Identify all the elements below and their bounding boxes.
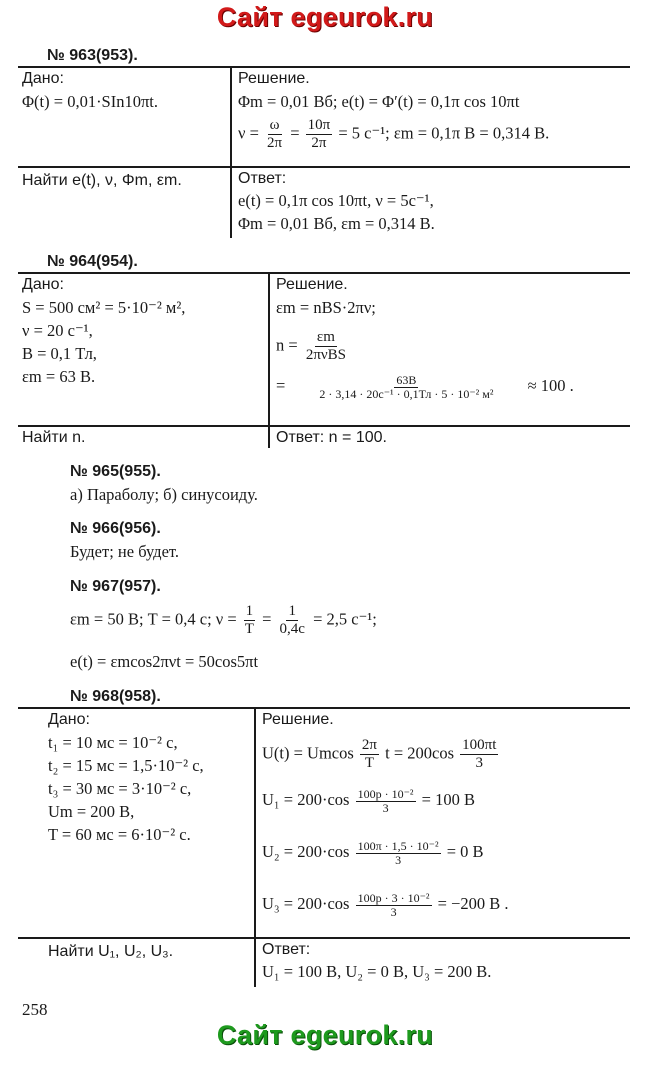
fraction	[360, 738, 379, 771]
denominator: 3	[475, 754, 484, 771]
answer-line: U₁ = 100 В, U₂ = 0 В, U₃ = 200 В.	[262, 962, 492, 981]
site-banner-top: Сайт egeurok.ru	[216, 2, 434, 32]
text: = 0 В	[446, 842, 484, 862]
formula-line	[70, 604, 377, 637]
column-divider	[254, 707, 256, 987]
given-line: T = 60 мс = 6·10⁻² с.	[48, 825, 191, 844]
solution-line	[262, 788, 475, 815]
solution-line	[276, 374, 574, 401]
solution-label: Решение.	[262, 711, 334, 728]
answer-line: Φm = 0,01 Вб, εm = 0,314 В.	[238, 214, 435, 233]
answer-text: а) Параболу; б) синусоиду.	[70, 485, 258, 504]
solution-line	[262, 892, 509, 919]
answer-line: Ответ: n = 100.	[276, 429, 387, 446]
answer-line: e(t) = 0,1π cos 10πt, ν = 5с⁻¹,	[238, 191, 434, 210]
given-line: Um = 200 В,	[48, 802, 135, 821]
text: = 2,5 с⁻¹;	[313, 609, 377, 629]
fraction	[306, 118, 333, 151]
text: εm = 50 В; T = 0,4 с; ν =	[70, 609, 237, 629]
text: U₃ = 200·cos	[262, 894, 350, 914]
find-line: Найти n.	[22, 429, 86, 446]
solution-line	[238, 118, 549, 151]
text: U₁ = 200·cos	[262, 790, 350, 810]
numerator: 100р · 3 · 10⁻²	[357, 891, 430, 905]
solution-line: εm = nBS·2πν;	[276, 298, 376, 317]
given-line: Φ(t) = 0,01·SIn10πt.	[22, 92, 159, 111]
given-line: ν = 20 с⁻¹,	[22, 321, 93, 340]
problem-964-number: № 964(954).	[47, 253, 138, 270]
text: U(t) = Umcos	[262, 743, 354, 763]
column-divider	[268, 272, 270, 448]
given-label: Дано:	[22, 276, 64, 293]
formula-line: e(t) = εmcos2πνt = 50cos5πt	[70, 652, 259, 671]
numerator: 63В	[396, 373, 417, 387]
text: =	[276, 376, 286, 396]
answer-text: Будет; не будет.	[70, 542, 179, 561]
divider	[18, 166, 630, 168]
divider	[18, 937, 630, 939]
text: U₂ = 200·cos	[262, 842, 350, 862]
fraction	[356, 788, 416, 815]
text: ν =	[238, 123, 259, 143]
denominator: 3	[395, 852, 402, 867]
text: = −200 В .	[437, 894, 509, 914]
column-divider	[230, 66, 232, 238]
fraction	[265, 118, 284, 151]
site-banner-bottom: Сайт egeurok.ru	[216, 1020, 434, 1050]
divider	[18, 66, 630, 68]
find-line: Найти e(t), ν, Φm, εm.	[22, 172, 182, 189]
divider	[18, 425, 630, 427]
problem-965-number: № 965(955).	[70, 463, 161, 480]
numerator: 10π	[307, 117, 331, 133]
denominator: 0,4с	[279, 620, 305, 637]
problem-963-number: № 963(953).	[47, 47, 138, 64]
solution-line	[262, 840, 484, 867]
given-line: εm = 63 В.	[22, 367, 96, 386]
text: t = 200cos	[385, 743, 455, 763]
problem-966-number: № 966(956).	[70, 520, 161, 537]
fraction	[356, 892, 432, 919]
answer-label: Ответ:	[262, 941, 311, 958]
text: =	[290, 123, 300, 143]
fraction	[460, 738, 498, 771]
given-label: Дано:	[48, 711, 90, 728]
given-line: B = 0,1 Тл,	[22, 344, 97, 363]
numerator: 100р · 10⁻²	[357, 787, 414, 801]
fraction	[356, 840, 441, 867]
given-label: Дано:	[22, 70, 64, 87]
numerator: 100πt	[462, 737, 497, 753]
numerator: 100π · 1,5 · 10⁻²	[357, 839, 439, 853]
text: = 100 В	[421, 790, 475, 810]
page-number: 258	[22, 1000, 48, 1019]
numerator: 1	[245, 603, 254, 619]
denominator: 2π	[267, 134, 283, 151]
divider	[18, 272, 630, 274]
fraction	[243, 604, 256, 637]
fraction	[291, 374, 521, 401]
numerator: 2π	[361, 737, 377, 753]
answer-label: Ответ:	[238, 170, 287, 187]
denominator: 3	[382, 800, 389, 815]
text: = 5 с⁻¹; εm = 0,1π В = 0,314 В.	[338, 123, 550, 143]
numerator: εm	[316, 329, 335, 345]
problem-967-number: № 967(957).	[70, 578, 161, 595]
solution-label: Решение.	[238, 70, 310, 87]
denominator: T	[364, 754, 375, 771]
fraction	[278, 604, 307, 637]
denominator: 3	[390, 904, 397, 919]
solution-label: Решение.	[276, 276, 348, 293]
given-line: t₁ = 10 мс = 10⁻² с,	[48, 733, 178, 752]
solution-line	[262, 738, 500, 771]
divider	[18, 707, 630, 709]
numerator: 1	[288, 603, 296, 619]
denominator: T	[244, 620, 254, 637]
numerator: ω	[269, 117, 280, 133]
text: =	[262, 609, 272, 629]
given-line: t₂ = 15 мс = 1,5·10⁻² с,	[48, 756, 204, 775]
solution-line	[276, 330, 350, 363]
text: n =	[276, 335, 298, 355]
denominator: 2πνBS	[305, 346, 347, 363]
text: ≈ 100 .	[527, 376, 574, 396]
denominator: 2π	[311, 134, 327, 151]
given-line: t₃ = 30 мс = 3·10⁻² с,	[48, 779, 192, 798]
problem-968-number: № 968(958).	[70, 688, 161, 705]
denominator: 2 · 3,14 · 20с⁻¹ · 0,1Тл · 5 · 10⁻² м²	[319, 386, 494, 401]
given-line: S = 500 см² = 5·10⁻² м²,	[22, 298, 186, 317]
find-line: Найти U₁, U₂, U₃.	[48, 943, 174, 960]
fraction	[304, 330, 348, 363]
solution-line: Φm = 0,01 Вб; e(t) = Φ′(t) = 0,1π cos 10πt	[238, 92, 520, 111]
